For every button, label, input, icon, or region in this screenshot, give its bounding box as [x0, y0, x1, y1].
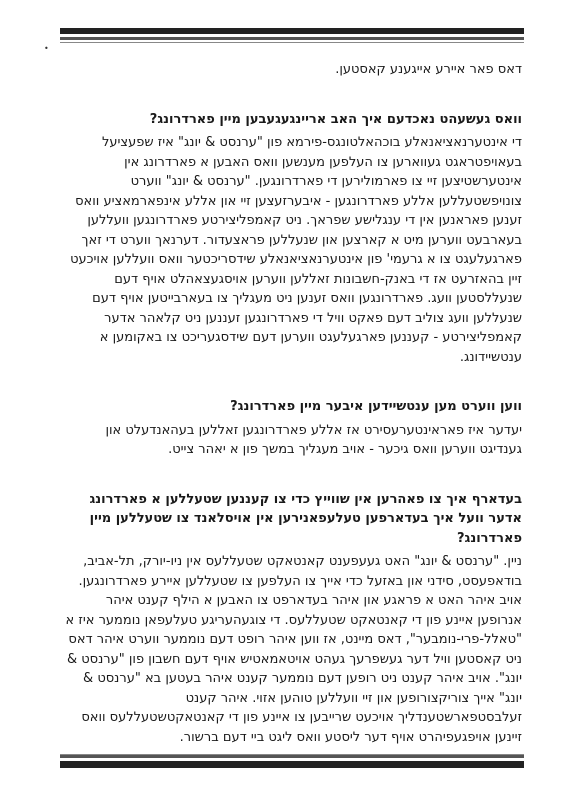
section-1: [60, 110, 522, 368]
section-2-answer: יעדער איז פאראינטערעסירט אז אללע פארדרונגען זאללען בעהאנדעלט און גענדיגט ווערען וואס גיכער - אויב מעגליך במשך פון א יאהר צייט.: [105, 422, 522, 457]
margin-dot: •: [44, 44, 49, 53]
section-2: [60, 397, 522, 460]
section-3-question: בעדארף איך צו פאהרען אין שווייץ כדי צו קעננען שטעללען א פארדרונג אדער וועל איך בעדארפען טעלעפאנירען אין אויסלאנד צו שטעללען מיין פארדרונג?: [89, 491, 522, 546]
section-1-answer: די אינטערנאציאנאלע בוכהאלטונגס-פירמא פון "ערנסט & יונג" איז שפעציעל בעאויפטראגט געווארען צו העלפען מענשען וואס האבען א פארדרונג אין אינטערשטיצען זיי צו פארמולירען די פארדרונגען. "ערנסט & יונג" ווערט צונויפשטעללען אללע פארדרונגען - איבערזעצען זיי און אללע אינפארמאציע וואס זענען פאראנען אין די ענגלישע שפראך. ניט קאמפליצירטע פארדרונגען וועללען בעארבעט ווערען מיט א קארצען און שנעללען פראצעדור. דערנאך ווערט די זאך פארגעלעגט צו א גרעמי' פון אינטערנאציאנאלע שידסריכטער וואס וועללען אויכעט זיין בהאזרעט אז די באנק-חשבונות זאללען ווערען אויסגעצאהלט אויף דעם שנעללסטען וועג. פארדרונגען וואס זענען ניט מעגליך צו בעארבייטען אויף דעם שנעללען וועג צוליב דעם פאקט וויל די פארדרונגען זעננען ניט קלאהר אדער קאמפליצירטע - קעננען פארגעלעגט ווערען דעם שידסגעריכט צו באקומען א ענטשיידונג.: [70, 135, 522, 365]
top-rule: [60, 28, 524, 43]
intro-text: דאס פאר איירע אייגענע קאסטען.: [335, 62, 522, 77]
section-2-question: ווען ווערט מען ענטשיידען איבער מיין פארדרונג?: [230, 399, 522, 414]
section-3: [60, 490, 522, 748]
section-1-question: וואס געשעהט נאכדעם איך האב אריינגעגעבען מיין פארדרונג?: [149, 111, 522, 127]
document-body: [60, 60, 522, 747]
bottom-rule: [60, 752, 524, 768]
section-3-answer: ניין. "ערנסט & יונג" האט געעפענט קאנטאקט שטעללעס אין ניו-יורק, תל-אביב, בודאפעסט, סידני און באזעל כדי אייך צו העלפען צו שטעללען איירע פארדרונגען. אויב איהר האט א פראגע און איהר בעדארפט צו האבען א הילף קענט איהר אנרופען איינע פון די קאנטאקט שטעללעס. די צוגעהעריגע טעלעפאן נוממער איז א "טאלל-פרי-נומבער", דאס מיינט, אז ווען איהר רופט דעם נוממער ווערט איהר דאס ניט קאסטען וויל דער געשפרעך געהט אויטאמאטיש אויף דעם חשבון פון "ערנסט & יונג". אויב איהר קענט ניט רופען דעם נוממער קענט איהר בעטען בא "ערנסט & יונג" אייך צוריקצורופען און זיי וועללען טוהען אזוי. איהר קענט זעלבסטפארשטענדליך אויכעט שרייבען צו איינע פון די קאנטאקטשטעללעס וואס זיינען אויפגעפיהרט אויף דער ליסטע וואס ליגט ביי דעם ברשור.: [65, 554, 522, 745]
